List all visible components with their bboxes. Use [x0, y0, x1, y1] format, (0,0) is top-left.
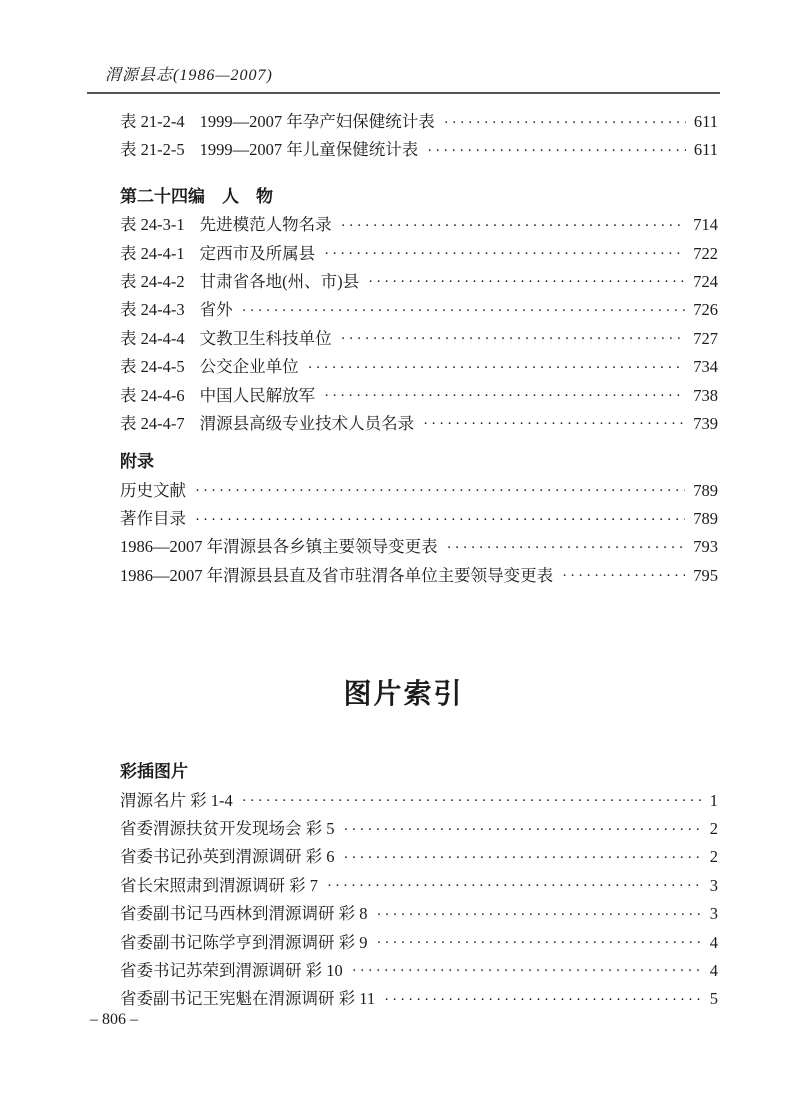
entry-page-number: 2 — [709, 847, 718, 867]
book-title: 渭源县志(1986—2007) — [105, 67, 273, 84]
entry-title: 渭源名片 彩 1-4 — [120, 790, 233, 810]
toc-entry — [120, 872, 718, 900]
section-heading-caicha: 彩插图片 — [120, 762, 188, 782]
entry-title: 省委书记苏荣到渭源调研 彩 10 — [120, 960, 343, 980]
dot-leader — [427, 136, 686, 165]
dot-leader — [344, 843, 702, 872]
entry-num: 表 24-3-1 — [120, 215, 185, 235]
dot-leader — [242, 296, 686, 325]
dot-leader — [377, 928, 702, 957]
entry-title: 省委渭源扶贫开发现场会 彩 5 — [120, 819, 335, 839]
entry-title: 1999—2007 年儿童保健统计表 — [199, 140, 419, 160]
dot-leader — [444, 108, 686, 137]
dot-leader — [242, 786, 702, 815]
entry-title: 文教卫生科技单位 — [199, 328, 332, 348]
entry-page-number: 738 — [693, 385, 718, 405]
dot-leader — [327, 871, 702, 900]
entry-page-number: 1 — [709, 790, 718, 810]
entry-num: 表 24-4-3 — [120, 300, 185, 320]
toc-entry — [120, 382, 718, 410]
entry-title: 著作目录 — [120, 509, 186, 529]
toc-entry — [120, 900, 718, 928]
entry-page-number: 727 — [693, 328, 718, 348]
entry-title: 省委副书记王宪魁在渭源调研 彩 11 — [120, 989, 376, 1009]
toc-entry — [120, 410, 718, 438]
entry-title: 省委副书记马西林到渭源调研 彩 8 — [120, 904, 368, 924]
dot-leader — [384, 985, 702, 1014]
entry-page-number: 722 — [693, 243, 718, 263]
entry-num: 表 21-2-4 — [120, 112, 185, 131]
entry-num: 表 24-4-7 — [120, 413, 185, 433]
entry-page-number: 795 — [693, 565, 718, 585]
entry-page-number: 714 — [693, 215, 718, 235]
toc-entry — [120, 957, 718, 985]
dot-leader — [447, 533, 686, 562]
entry-title: 中国人民解放军 — [199, 385, 316, 405]
dot-leader — [308, 353, 686, 382]
toc-entry — [120, 985, 718, 1013]
toc-entry — [120, 296, 718, 324]
entry-page-number: 739 — [693, 413, 718, 433]
dot-leader — [423, 409, 685, 438]
entry-page-number: 726 — [693, 300, 718, 320]
toc-entry — [120, 505, 718, 533]
entry-title: 省委书记孙英到渭源调研 彩 6 — [120, 847, 335, 867]
toc-entry — [120, 240, 718, 268]
toc-entry — [120, 562, 718, 590]
entry-title: 甘肃省各地(州、市)县 — [199, 271, 360, 291]
entry-title: 省外 — [199, 300, 233, 320]
entry-num: 表 24-4-6 — [120, 385, 185, 405]
entry-num: 表 24-4-2 — [120, 271, 185, 291]
entry-title: 定西市及所属县 — [199, 243, 316, 263]
entry-title: 省长宋照肃到渭源调研 彩 7 — [120, 875, 318, 895]
dot-leader — [344, 815, 702, 844]
entry-page-number: 789 — [693, 480, 718, 500]
entry-title: 渭源县高级专业技术人员名录 — [199, 413, 415, 433]
entry-num: 表 24-4-1 — [120, 243, 185, 263]
picture-index-title: 图片索引 — [343, 678, 464, 710]
entry-page-number: 2 — [709, 819, 718, 839]
dot-leader — [562, 561, 685, 590]
entry-title: 先进模范人物名录 — [199, 215, 332, 235]
dot-leader — [195, 476, 685, 505]
entry-page-number: 3 — [709, 875, 718, 895]
entry-page-number: 4 — [709, 960, 718, 980]
dot-leader — [341, 324, 686, 353]
toc-entry — [120, 136, 718, 164]
section-heading-renwu: 第二十四编 人 物 — [120, 186, 273, 206]
entry-title: 1999—2007 年孕产妇保健统计表 — [199, 112, 435, 131]
entry-page-number: 789 — [693, 509, 718, 529]
dot-leader — [368, 267, 685, 296]
toc-entry — [120, 533, 718, 561]
dot-leader — [324, 381, 685, 410]
running-header — [87, 62, 720, 94]
toc-entry — [120, 843, 718, 871]
entry-page-number: 4 — [709, 932, 718, 952]
entry-title: 1986—2007 年渭源县各乡镇主要领导变更表 — [120, 537, 438, 557]
entry-title: 历史文献 — [120, 480, 186, 500]
toc-content — [120, 108, 718, 1014]
entry-page-number: 611 — [693, 140, 718, 160]
toc-entry — [120, 929, 718, 957]
entry-page-number: 734 — [693, 357, 718, 377]
entry-page-number: 724 — [693, 271, 718, 291]
section-heading-fulu: 附录 — [120, 452, 154, 472]
entry-title: 1986—2007 年渭源县县直及省市驻渭各单位主要领导变更表 — [120, 565, 554, 585]
entry-num: 表 24-4-4 — [120, 328, 185, 348]
toc-entry — [120, 108, 718, 136]
entry-page-number: 3 — [709, 904, 718, 924]
entry-page-number: 611 — [693, 112, 718, 131]
dot-leader — [377, 900, 702, 929]
entry-page-number: 793 — [693, 537, 718, 557]
toc-entry — [120, 815, 718, 843]
toc-entry — [120, 268, 718, 296]
toc-entry — [120, 787, 718, 815]
entry-page-number: 5 — [709, 989, 718, 1009]
dot-leader — [352, 956, 702, 985]
toc-entry — [120, 325, 718, 353]
entry-title: 公交企业单位 — [199, 357, 299, 377]
entry-title: 省委副书记陈学亨到渭源调研 彩 9 — [120, 932, 368, 952]
toc-entry — [120, 353, 718, 381]
toc-entry — [120, 211, 718, 239]
toc-entry — [120, 477, 718, 505]
dot-leader — [324, 239, 685, 268]
footer-page-number: – 806 – — [90, 1011, 138, 1028]
entry-num: 表 24-4-5 — [120, 357, 185, 377]
dot-leader — [341, 211, 686, 240]
entry-num: 表 21-2-5 — [120, 140, 185, 160]
dot-leader — [195, 505, 685, 534]
